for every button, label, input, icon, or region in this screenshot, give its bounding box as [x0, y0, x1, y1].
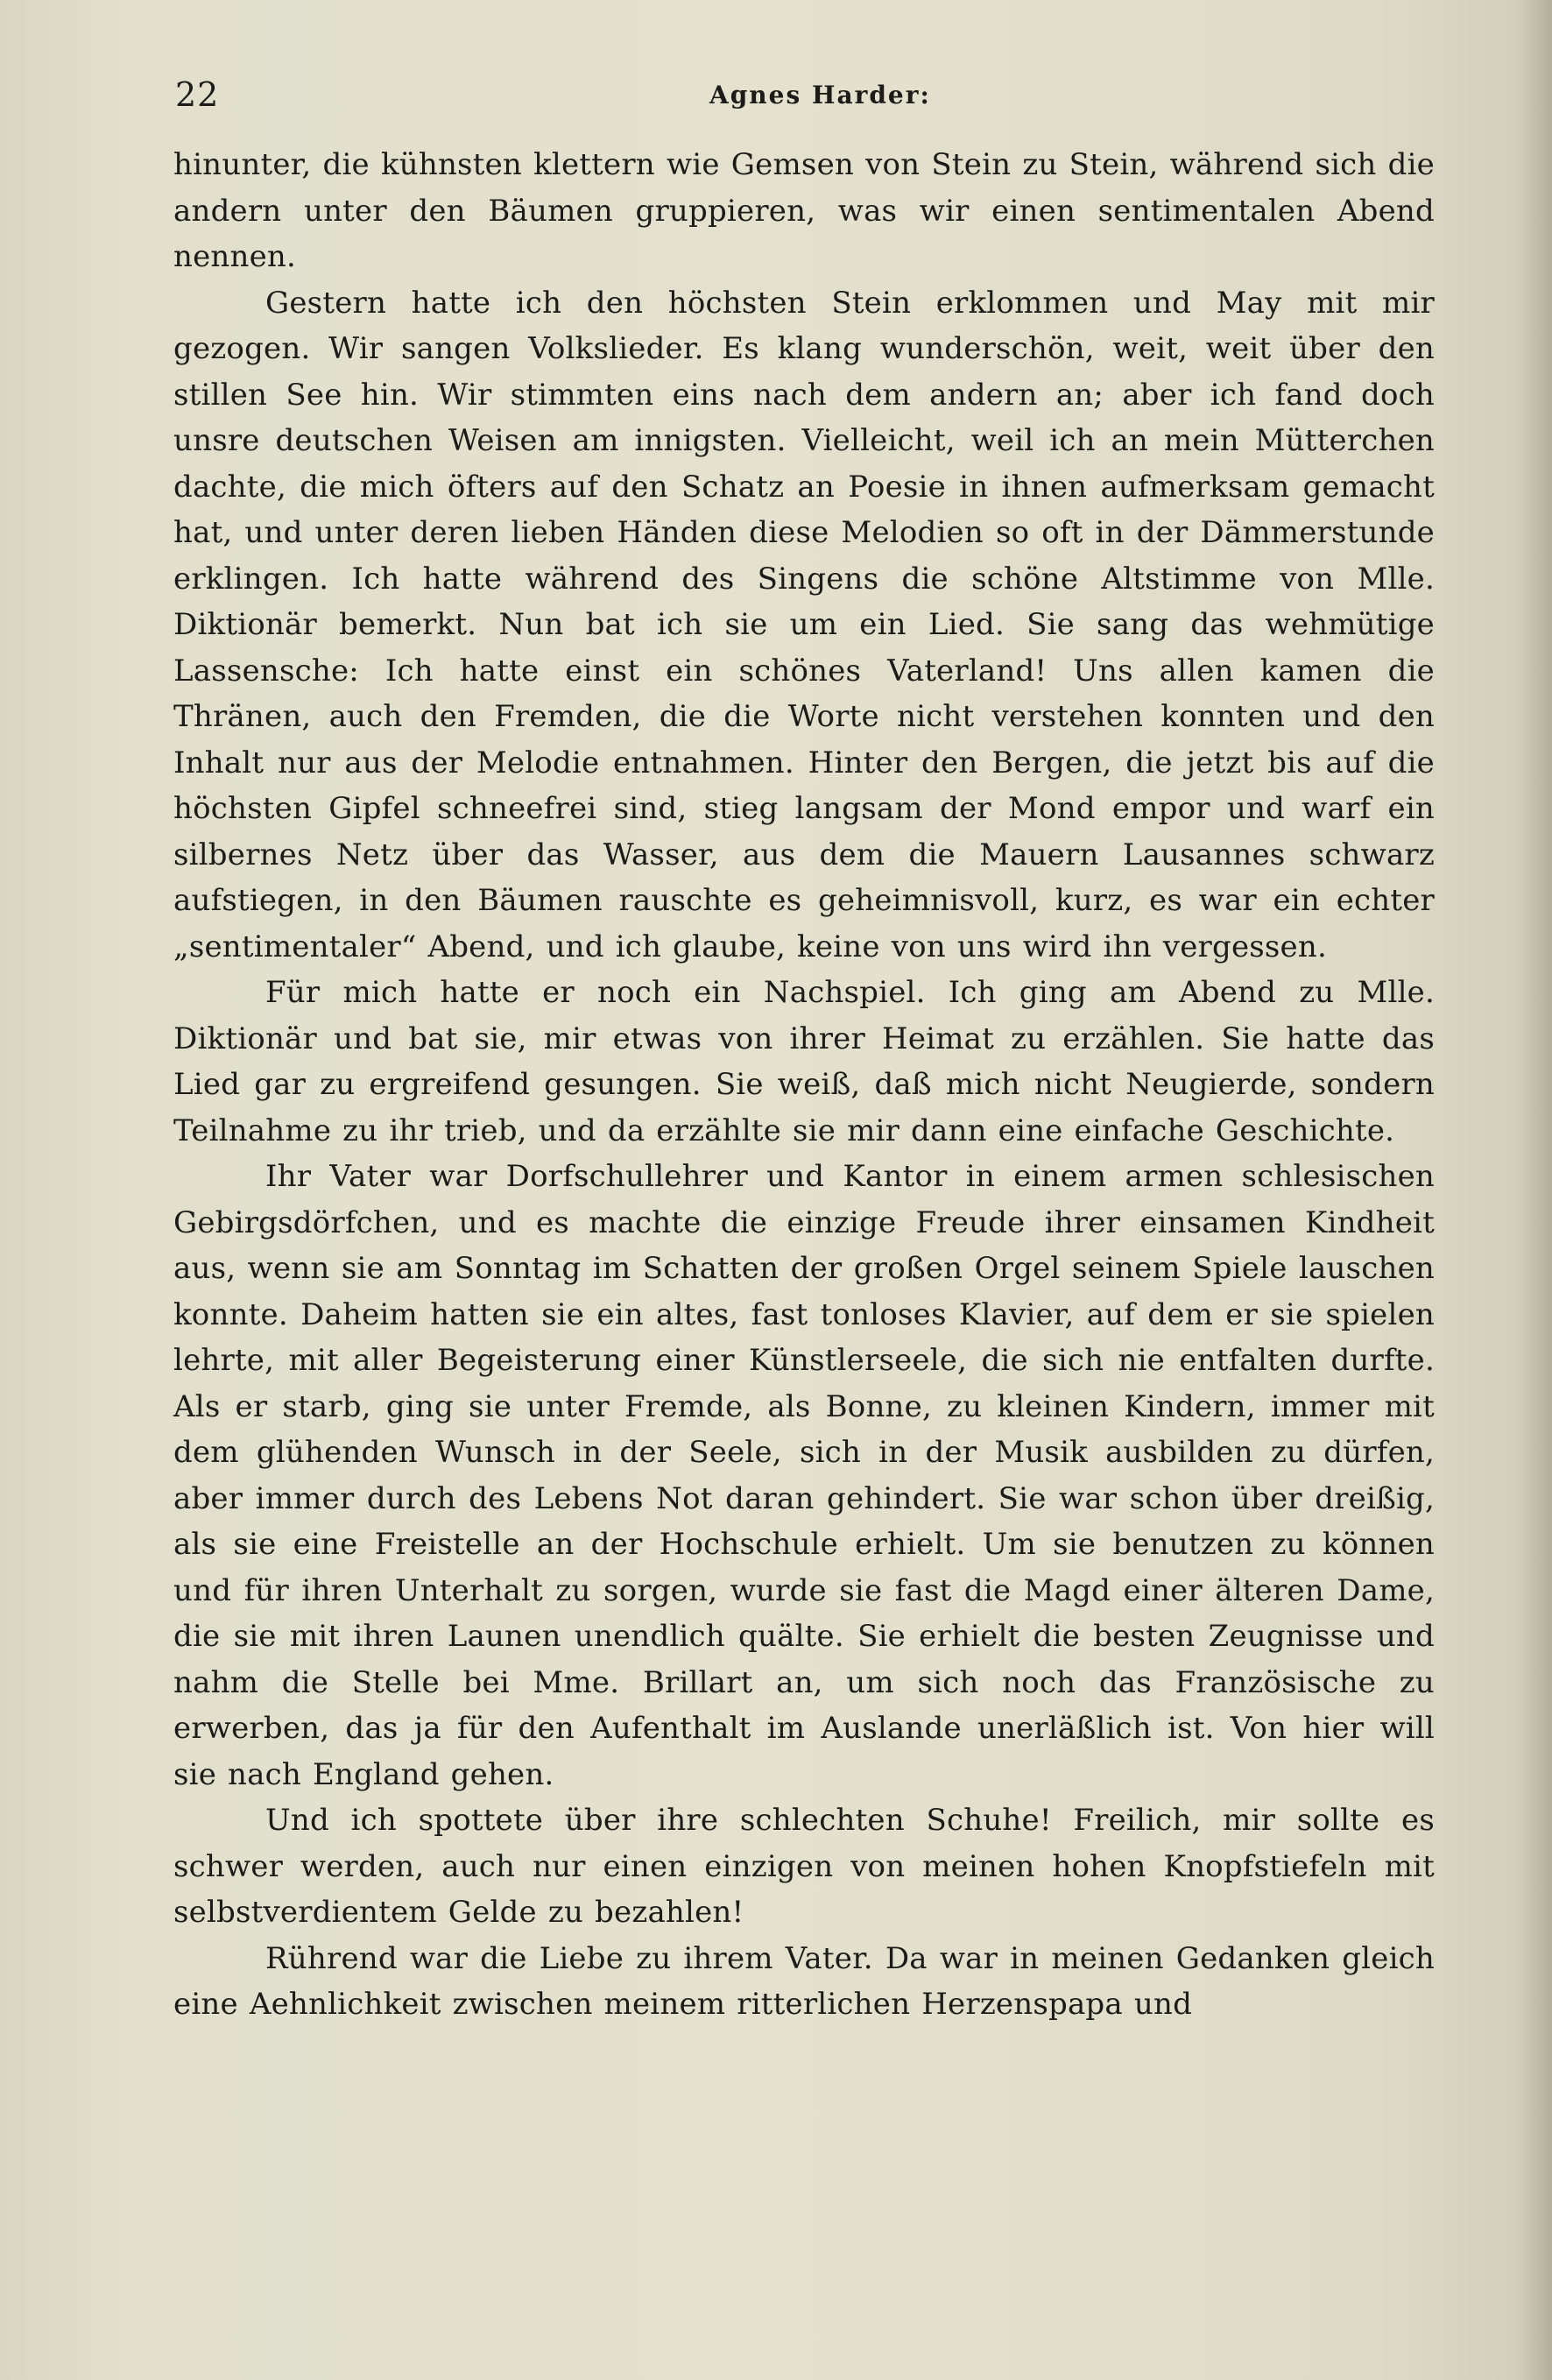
page-edge-shadow — [1517, 0, 1552, 2380]
paragraph: Für mich hatte er noch ein Nachspiel. Ich ging am Abend zu Mlle. Diktionär und bat sie, mir etwas von ihrer Heimat zu erzählen. Sie hatte das Lied gar zu ergreifend gesungen. Sie weiß, daß mich nicht Neugierde, sondern Teilnahme zu ihr trieb, und da erzählte sie mir dann eine einfache Geschichte. — [173, 975, 1435, 1148]
body-text — [173, 142, 1435, 2028]
page-number: 22 — [175, 75, 220, 114]
paragraph: Rührend war die Liebe zu ihrem Vater. Da war in meinen Gedanken gleich eine Aehnlichkeit zwischen meinem ritterlichen Herzenspapa und — [173, 1940, 1435, 2022]
page-header — [175, 75, 1419, 128]
paragraph-continuation: hinunter, die kühnsten klettern wie Gemsen von Stein zu Stein, während sich die andern unter den Bäumen gruppieren, was wir einen sentimentalen Abend nennen. — [173, 147, 1435, 274]
paragraph: Und ich spottete über ihre schlechten Schuhe! Freilich, mir sollte es schwer werden, auch nur einen einzigen von meinen hohen Knopfstiefeln mit selbstverdientem Gelde zu bezahlen! — [173, 1803, 1435, 1930]
running-head: Agnes Harder: — [709, 81, 931, 109]
paragraph: Gestern hatte ich den höchsten Stein erklommen und May mit mir gezogen. Wir sangen Volkslieder. Es klang wunderschön, weit, weit über den stillen See hin. Wir stimmten eins nach dem andern an; aber ich fand doch unsre deutschen Weisen am innigsten. Vielleicht, weil ich an mein Mütterchen dachte, die mich öfters auf den Schatz an Poesie in ihnen aufmerksam gemacht hat, und unter deren lieben Händen diese Melodien so oft in der Dämmerstunde erklingen. Ich hatte während des Singens die schöne Altstimme von Mlle. Diktionär bemerkt. Nun bat ich sie um ein Lied. Sie sang das wehmütige Lassensche: Ich hatte einst ein schönes Vaterland! Uns allen kamen die Thränen, auch den Fremden, die die Worte nicht verstehen konnten und den Inhalt nur aus der Melodie entnahmen. Hinter den Bergen, die jetzt bis auf die höchsten Gipfel schneefrei sind, stieg langsam der Mond empor und warf ein silbernes Netz über das Wasser, aus dem die Mauern Lausannes schwarz aufstiegen, in den Bäumen rauschte es geheimnisvoll, kurz, es war ein echter „sentimentaler“ Abend, und ich glaube, keine von uns wird ihn vergessen. — [173, 285, 1435, 964]
paragraph: Ihr Vater war Dorfschullehrer und Kantor in einem armen schlesischen Gebirgsdörfchen, und es machte die einzige Freude ihrer einsamen Kindheit aus, wenn sie am Sonntag im Schatten der großen Orgel seinem Spiele lauschen konnte. Daheim hatten sie ein altes, fast tonloses Klavier, auf dem er sie spielen lehrte, mit aller Begeisterung einer Künstlerseele, die sich nie entfalten durfte. Als er starb, ging sie unter Fremde, als Bonne, zu kleinen Kindern, immer mit dem glühenden Wunsch in der Seele, sich in der Musik ausbilden zu dürfen, aber immer durch des Lebens Not daran gehindert. Sie war schon über dreißig, als sie eine Freistelle an der Hochschule erhielt. Um sie benutzen zu können und für ihren Unterhalt zu sorgen, wurde sie fast die Magd einer älteren Dame, die sie mit ihren Launen unendlich quälte. Sie erhielt die besten Zeugnisse und nahm die Stelle bei Mme. Brillart an, um sich noch das Französische zu erwerben, das ja für den Aufenthalt im Auslande unerläßlich ist. Von hier will sie nach England gehen. — [173, 1159, 1435, 1792]
